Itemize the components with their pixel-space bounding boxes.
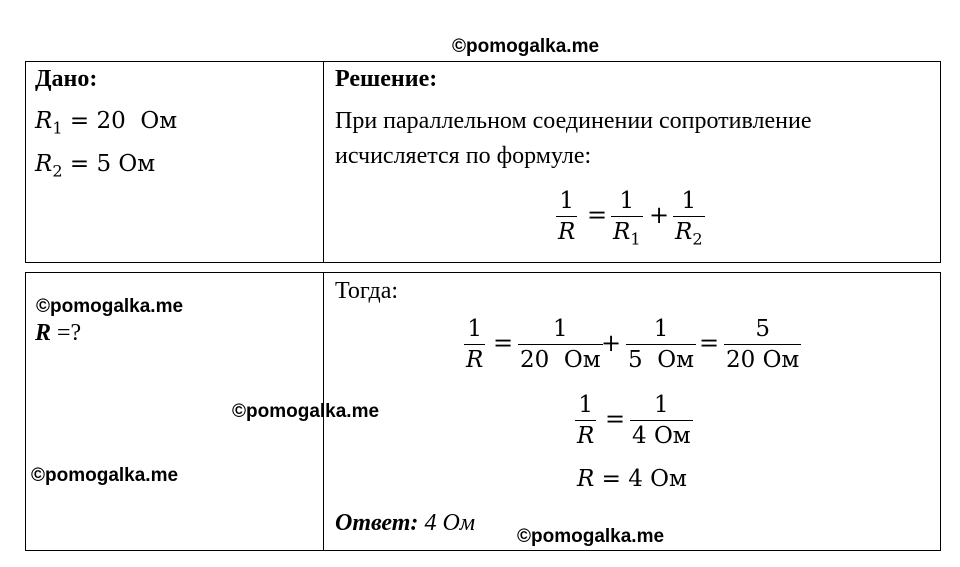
calc1-term-b-den: 5 Ом: [628, 347, 695, 373]
given-heading: Дано:: [35, 66, 98, 92]
formula-term1-fraction: [611, 186, 643, 247]
formula-term1-den: $R_1$: [613, 219, 641, 249]
given-r1: [35, 108, 178, 138]
formula-term2-num: 1: [681, 188, 697, 214]
calc3-rest: = 4 Ом: [601, 466, 687, 492]
watermark-center: ©pomogalka.me: [232, 401, 380, 422]
calc1-equals-1: =: [493, 329, 514, 357]
watermark-bottom: ©pomogalka.me: [517, 526, 665, 547]
find-eq: =?: [57, 320, 82, 346]
top-table-divider: [323, 61, 324, 263]
calc2-lhs-num: 1: [578, 392, 593, 418]
calc3-result: [577, 466, 687, 492]
calc1-term-a-den: 20 Ом: [520, 347, 601, 373]
r2-symbol: R: [35, 151, 53, 177]
calc1-equals-2: =: [699, 329, 720, 357]
calc1-term-b-num: 1: [653, 316, 669, 342]
calc2-equals: =: [605, 405, 626, 433]
formula-lhs-num: 1: [559, 188, 574, 214]
formula-equals: =: [587, 201, 608, 229]
r1-eq: =: [69, 108, 90, 134]
formula-term2-den: $R_2$: [675, 219, 703, 249]
formula-term2-fraction: [673, 186, 705, 247]
bottom-table-divider: [323, 272, 324, 551]
formula-term1-num: 1: [619, 188, 635, 214]
find-question: [35, 320, 81, 347]
calc1-lhs-num: 1: [467, 316, 482, 342]
solution-text-line1: При параллельном соединении сопротивление: [335, 108, 812, 134]
r2-sub: 2: [52, 161, 63, 181]
calc3-symbol: R: [577, 466, 595, 492]
calc1-term-c-den: 20 Ом: [726, 347, 800, 373]
solution-text-line2: исчисляется по формуле:: [335, 143, 592, 169]
calc1-lhs-fraction: [464, 314, 485, 375]
calc2-lhs-fraction: [575, 390, 596, 451]
given-r2: [35, 151, 156, 181]
answer-label: Ответ:: [335, 510, 419, 536]
formula-lhs-den: R: [558, 219, 576, 245]
r2-value: 5 Ом: [96, 151, 156, 177]
calc1-term-a-fraction: [518, 314, 603, 375]
calc1-term-c-num: 5: [755, 316, 770, 342]
r1-symbol: R: [35, 108, 53, 134]
calc2-rhs-den: 4 Ом: [632, 423, 691, 449]
calc1-term-c-fraction: [724, 314, 801, 375]
calc1-term-b-fraction: [626, 314, 696, 375]
formula-plus: +: [649, 201, 670, 229]
r1-value: 20 Ом: [96, 108, 178, 134]
r2-eq: =: [69, 151, 90, 177]
calc-intro: Тогда:: [335, 278, 399, 304]
watermark-top: ©pomogalka.me: [452, 36, 600, 57]
answer: [335, 510, 475, 537]
find-symbol: R: [35, 320, 52, 346]
r1-sub: 1: [52, 118, 63, 138]
solution-heading: Решение:: [335, 66, 438, 92]
calc2-lhs-den: R: [577, 423, 595, 449]
answer-value: 4 Ом: [424, 510, 476, 536]
watermark-left-upper: ©pomogalka.me: [36, 296, 184, 317]
formula-lhs-fraction: [556, 186, 577, 247]
calc1-lhs-den: R: [466, 347, 484, 373]
calc2-rhs-fraction: [630, 390, 693, 451]
watermark-left-lower: ©pomogalka.me: [31, 465, 179, 486]
calc1-term-a-num: 1: [553, 316, 568, 342]
calc1-plus: +: [601, 329, 622, 357]
calc2-rhs-num: 1: [654, 392, 669, 418]
